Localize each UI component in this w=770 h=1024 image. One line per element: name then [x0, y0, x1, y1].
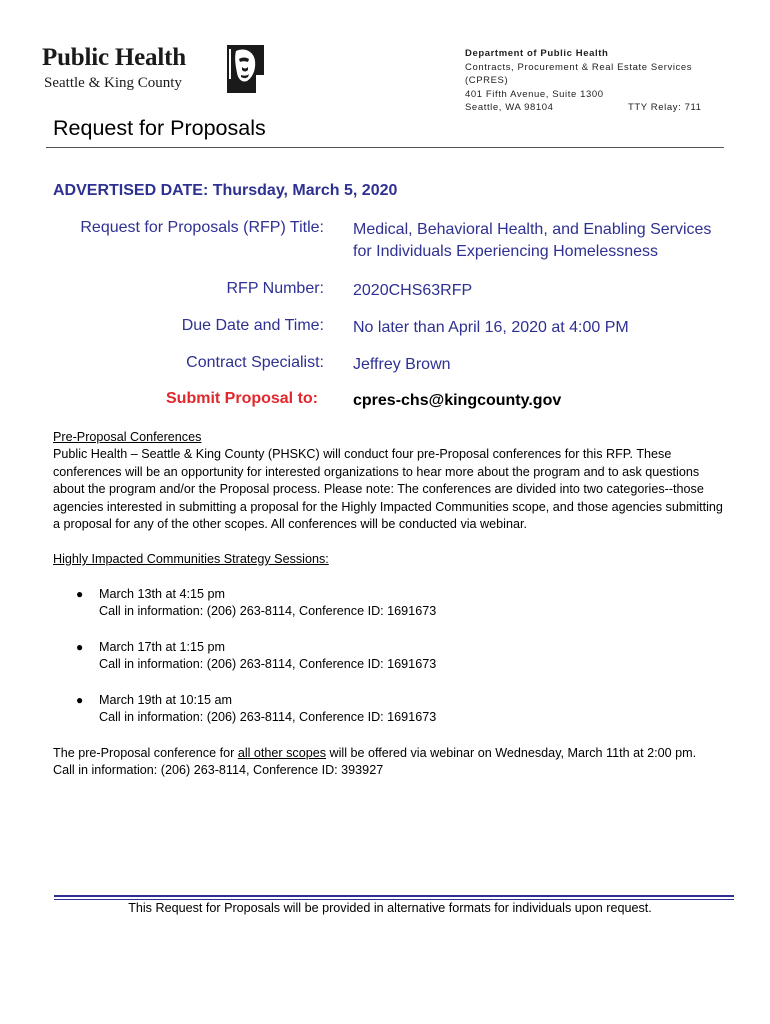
footer-note: This Request for Proposals will be provided in alternative formats for individuals upon request. [128, 901, 652, 915]
session-date: March 19th at 10:15 am [99, 693, 233, 707]
portrait-icon [220, 45, 264, 93]
session-item [99, 639, 436, 674]
department-city: Seattle, WA 98104 [465, 102, 554, 113]
department-name: Department of Public Health [465, 48, 609, 59]
department-line: Contracts, Procurement & Real Estate Services [465, 61, 693, 73]
public-health-logo [42, 44, 268, 100]
contract-specialist-label: Contract Specialist: [186, 354, 324, 371]
rfp-title-value [353, 219, 711, 263]
other-scopes-call-info: Call in information: (206) 263-8114, Conference ID: 393927 [53, 763, 384, 778]
preproposal-paragraph: Public Health – Seattle & King County (PHSKC) will conduct four pre-Proposal conferences for this RFP. These conferences will be an opportunity for interested organizations to hear more about the program and to ask questions about the program and/or the Proposal process. Please note: The conferences are divided into two categories--those agencies interested in submitting a proposal for the Highly Impacted Communities scope, and those agencies submitting a proposal for any of the other scopes. All conferences will be conducted via webinar. [53, 447, 723, 532]
preproposal-heading: Pre-Proposal Conferences [53, 430, 202, 444]
due-date-value: No later than April 16, 2020 at 4:00 PM [353, 319, 629, 336]
submit-email-link[interactable]: cpres-chs@kingcounty.gov [353, 392, 562, 409]
logo-title: Public Health [42, 44, 186, 71]
session-call-info: Call in information: (206) 263-8114, Conference ID: 1691673 [99, 710, 437, 725]
bullet-icon: ● [76, 693, 84, 707]
footer-divider [54, 899, 734, 900]
rfp-number-value: 2020CHS63RFP [353, 282, 473, 299]
logo-subtitle: Seattle & King County [44, 75, 182, 91]
title-divider [46, 147, 724, 148]
contract-specialist-value: Jeffrey Brown [353, 356, 451, 373]
sessions-heading: Highly Impacted Communities Strategy Sessions: [53, 552, 329, 566]
bullet-icon: ● [76, 587, 84, 601]
session-item [99, 586, 436, 621]
department-line: (CPRES) [465, 75, 509, 86]
submit-proposal-label: Submit Proposal to: [166, 390, 318, 407]
department-address-line: 401 Fifth Avenue, Suite 1300 [465, 88, 604, 100]
other-scopes-suffix: will be offered via webinar on Wednesday, March 11th at 2:00 pm. [326, 746, 697, 760]
rfp-number-label: RFP Number: [226, 280, 324, 297]
document-title: Request for Proposals [53, 116, 266, 140]
preproposal-section [53, 429, 733, 533]
session-date: March 17th at 1:15 pm [99, 640, 226, 654]
other-scopes-text [53, 745, 733, 762]
other-scopes-prefix: The pre-Proposal conference for [53, 746, 238, 760]
session-call-info: Call in information: (206) 263-8114, Conference ID: 1691673 [99, 657, 437, 672]
rfp-title-line: for Individuals Experiencing Homelessness [353, 243, 659, 260]
rfp-title-label: Request for Proposals (RFP) Title: [80, 219, 324, 236]
other-scopes-section [53, 745, 733, 780]
advertised-date: ADVERTISED DATE: Thursday, March 5, 2020 [53, 182, 398, 199]
session-item [99, 692, 436, 727]
footer-divider [54, 895, 734, 897]
session-date: March 13th at 4:15 pm [99, 587, 226, 601]
due-date-label: Due Date and Time: [181, 317, 324, 334]
session-call-info: Call in information: (206) 263-8114, Conference ID: 1691673 [99, 604, 437, 619]
rfp-title-line: Medical, Behavioral Health, and Enabling Services [353, 221, 712, 238]
other-scopes-emphasis: all other scopes [237, 746, 327, 760]
bullet-icon: ● [76, 640, 84, 654]
tty-relay: TTY Relay: 711 [628, 102, 702, 113]
department-address [465, 47, 702, 115]
